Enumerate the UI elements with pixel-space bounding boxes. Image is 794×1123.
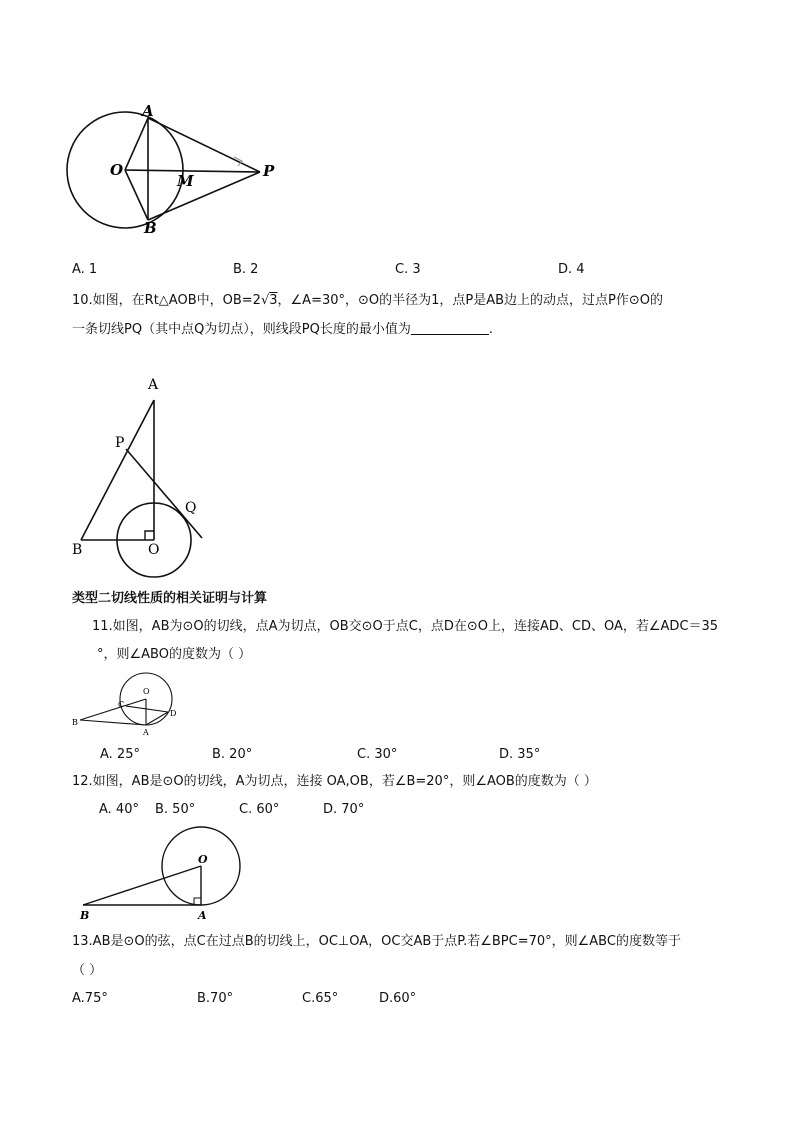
q9-label-o: O [110, 161, 124, 179]
q10-sqrt-sign: √ [260, 293, 270, 308]
q9-label-a: A [142, 102, 154, 120]
q13-option-c[interactable]: C.65° [302, 991, 339, 1006]
q12-option-b[interactable]: B. 50° [155, 802, 196, 817]
q12-figure [72, 824, 252, 924]
q12-text-line1: 12.如图，AB是⊙O的切线，A为切点，连接 OA,OB，若∠B=20°，则∠AOB的度数为（ ） [72, 774, 597, 789]
q10-text-part1: 10.如图，在Rt△AOB中，OB=2 [72, 293, 261, 308]
q11-figure [70, 672, 190, 740]
q10-sqrt-value: 3 [269, 293, 278, 308]
q11-option-c[interactable]: C. 30° [357, 747, 398, 762]
q9-line-ob [125, 170, 148, 220]
q11-label-c: C [118, 700, 125, 709]
q9-option-b[interactable]: B. 2 [233, 262, 259, 277]
q11-label-b: B [72, 718, 78, 727]
q9-option-a[interactable]: A. 1 [72, 262, 98, 277]
q10-label-b: B [72, 542, 83, 558]
q11-label-a: A [143, 728, 149, 737]
q11-line-bo [80, 699, 146, 720]
q11-text-line2: °，则∠ABO的度数为（ ） [97, 647, 252, 662]
q11-option-a[interactable]: A. 25° [100, 747, 140, 762]
q9-option-c[interactable]: C. 3 [395, 262, 421, 277]
q9-figure [60, 100, 290, 240]
q13-option-b[interactable]: B.70° [197, 991, 234, 1006]
q12-label-o: O [198, 853, 208, 866]
q13-text-line2: （ ） [72, 963, 103, 978]
q12-line-ob [83, 866, 201, 905]
q11-option-d[interactable]: D. 35° [499, 747, 541, 762]
q9-label-p: P [263, 162, 275, 180]
q11-option-b[interactable]: B. 20° [212, 747, 253, 762]
q11-label-o: O [143, 687, 150, 696]
q10-text-line1 [72, 293, 663, 309]
q10-label-a: A [148, 377, 159, 393]
q10-text-line2-body: 一条切线PQ（其中点Q为切点），则线段PQ长度的最小值为 [72, 322, 411, 337]
q10-text-line2 [72, 322, 493, 338]
q11-line-cd [126, 706, 168, 712]
q9-line-bp [148, 172, 260, 220]
q9-label-m: M [177, 172, 194, 190]
q10-text-line2-end: . [488, 322, 494, 337]
q12-option-c[interactable]: C. 60° [239, 802, 280, 817]
q12-label-a: A [198, 909, 207, 922]
section-heading: 类型二切线性质的相关证明与计算 [72, 591, 268, 606]
q9-line-oa [125, 118, 148, 170]
q13-option-a[interactable]: A.75° [72, 991, 108, 1006]
q9-option-d[interactable]: D. 4 [558, 262, 585, 277]
q10-label-q: Q [185, 500, 197, 516]
q10-figure [70, 372, 220, 582]
q10-label-o: O [148, 542, 160, 558]
q9-label-b: B [144, 219, 157, 237]
q13-text-line1: 13.AB是⊙O的弦，点C在过点B的切线上，OC⊥OA，OC交AB于点P.若∠BPC=70°，则∠ABC的度数等于 [72, 934, 681, 949]
q10-label-p: P [115, 435, 125, 451]
q9-line-ap [148, 118, 260, 172]
q10-right-angle-mark [145, 531, 154, 540]
q13-option-d[interactable]: D.60° [379, 991, 417, 1006]
q10-text-part2: ，∠A=30°，⊙O的半径为1，点P是AB边上的动点，过点P作⊙O的 [277, 293, 664, 308]
q11-text-line1: 11.如图，AB为⊙O的切线，点A为切点，OB交⊙O于点C，点D在⊙O上，连接AD、CD、OA，若∠ADC＝35 [92, 619, 719, 634]
q12-option-a[interactable]: A. 40° [99, 802, 139, 817]
q10-answer-blank[interactable] [411, 322, 489, 335]
q12-label-b: B [80, 909, 90, 922]
q11-label-d: D [170, 709, 177, 718]
q10-tangent-pq [126, 449, 202, 538]
q12-option-d[interactable]: D. 70° [323, 802, 365, 817]
